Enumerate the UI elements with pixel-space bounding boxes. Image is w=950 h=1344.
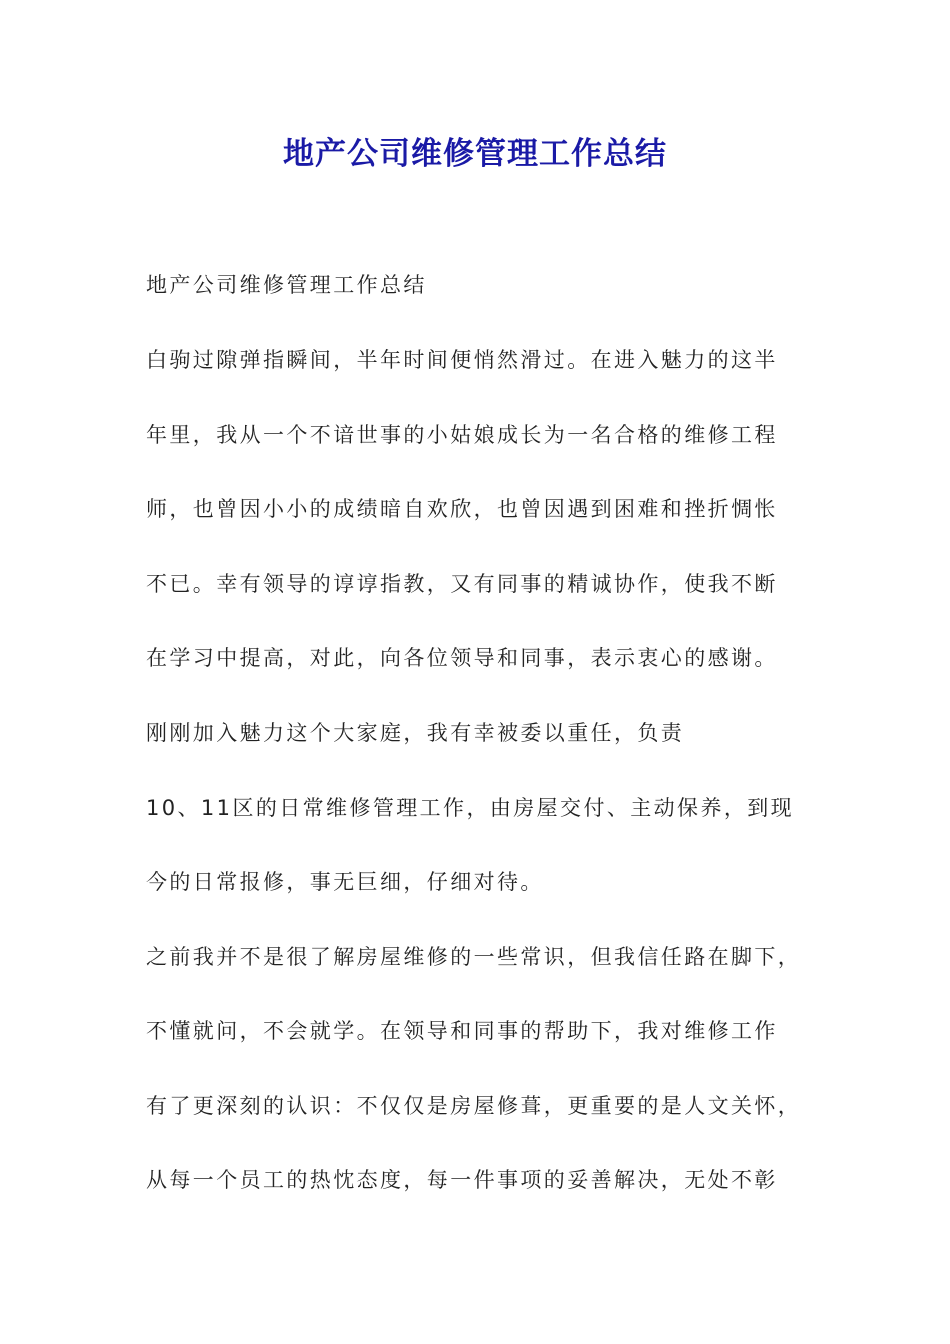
document-title: 地产公司维修管理工作总结	[283, 136, 667, 172]
text-line: 白驹过隙弹指瞬间，半年时间便悄然滑过。在进入魅力的这半	[146, 348, 778, 372]
text-line: 刚刚加入魅力这个大家庭，我有幸被委以重任，负责	[146, 721, 685, 745]
text-line: 10、11区的日常维修管理工作，由房屋交付、主动保养，到现	[146, 796, 795, 820]
text-line: 今的日常报修，事无巨细，仔细对待。	[146, 870, 544, 894]
text-line: 在学习中提高，对此，向各位领导和同事，表示衷心的感谢。	[146, 646, 778, 670]
text-line: 年里，我从一个不谙世事的小姑娘成长为一名合格的维修工程	[146, 423, 778, 447]
text-line: 有了更深刻的认识：不仅仅是房屋修葺，更重要的是人文关怀，	[146, 1094, 802, 1118]
text-line: 师，也曾因小小的成绩暗自欢欣，也曾因遇到困难和挫折惆怅	[146, 497, 778, 521]
text-line: 地产公司维修管理工作总结	[146, 273, 427, 297]
text-line: 不懂就问，不会就学。在领导和同事的帮助下，我对维修工作	[146, 1019, 778, 1043]
text-line: 之前我并不是很了解房屋维修的一些常识，但我信任路在脚下，	[146, 945, 802, 969]
text-line: 从每一个员工的热忱态度，每一件事项的妥善解决，无处不彰	[146, 1168, 778, 1192]
text-line: 不已。幸有领导的谆谆指教，又有同事的精诚协作，使我不断	[146, 572, 778, 596]
